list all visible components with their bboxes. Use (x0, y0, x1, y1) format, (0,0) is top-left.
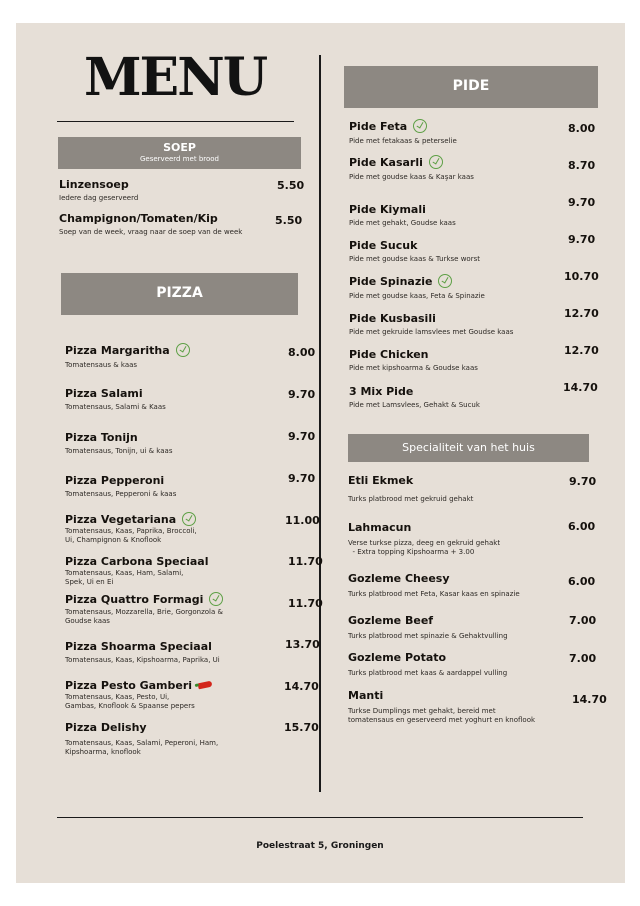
item-name: Pizza Pesto Gamberi (65, 679, 193, 692)
item-price: 9.70 (568, 196, 596, 209)
item-description: Turks platbrood met spinazie & Gehaktvulling (348, 632, 508, 640)
item-description: Pide met goudse kaas & Kaşar kaas (349, 173, 474, 181)
vegetarian-icon (438, 274, 452, 288)
vegetarian-icon (182, 512, 196, 526)
specialiteit-header: Specialiteit van het huis (402, 441, 535, 454)
item-price: 14.70 (284, 680, 319, 693)
item-price: 11.70 (288, 597, 323, 610)
item-description-line2: Gambas, Knoflook & Spaanse pepers (65, 702, 195, 710)
item-price: 9.70 (569, 475, 597, 488)
item-description: Tomatensaus, Tonijn, ui & kaas (65, 447, 173, 455)
item-description: Turks platbrood met Feta, Kasar kaas en spinazie (348, 590, 520, 598)
vegetarian-icon (209, 592, 223, 606)
item-price: 9.70 (288, 430, 316, 443)
item-name: Pide Chicken (349, 348, 429, 361)
menu-item (349, 203, 456, 228)
item-description: Pide met gekruide lamsvlees met Goudse kaas (349, 328, 514, 336)
item-name: 3 Mix Pide (349, 385, 414, 398)
menu-item (65, 640, 220, 665)
pide-header-band (344, 66, 598, 108)
item-description: Tomatensaus, Mozzarella, Brie, Gorgonzola & (65, 608, 223, 616)
item-description-line2: tomatensaus en geserveerd met yoghurt en knoflook (348, 716, 536, 724)
item-description: Pide met Lamsvlees, Gehakt & Sucuk (349, 401, 480, 409)
item-price: 12.70 (564, 307, 599, 320)
item-price: 14.70 (563, 381, 598, 394)
item-name: Pide Spinazie (349, 275, 433, 288)
item-name: Pizza Shoarma Speciaal (65, 640, 212, 653)
item-price: 9.70 (568, 233, 596, 246)
item-price: 8.70 (568, 159, 596, 172)
item-name: Manti (348, 689, 384, 702)
item-description-line2: Ui, Champignon & Knoflook (65, 536, 162, 544)
item-price: 12.70 (564, 344, 599, 357)
menu-item (65, 555, 209, 587)
item-description: Turks platbrood met kaas & aardappel vulling (348, 669, 508, 677)
soep-header-band (58, 137, 301, 169)
menu-title: MENU (84, 47, 267, 108)
footer-rule (57, 817, 583, 818)
item-description: Tomatensaus, Kaas, Ham, Salami, (65, 569, 184, 577)
menu-item (349, 348, 478, 373)
item-description: Tomatensaus, Kaas, Kipshoarma, Paprika, Ui (65, 656, 220, 664)
item-description: Tomatensaus, Kaas, Paprika, Broccoli, (65, 527, 197, 535)
item-name: Pizza Carbona Speciaal (65, 555, 209, 568)
item-name: Pizza Tonijn (65, 431, 138, 444)
item-price: 10.70 (564, 270, 599, 283)
menu-item (65, 513, 197, 545)
item-description: Tomatensaus, Pepperoni & kaas (65, 490, 177, 498)
item-name: Pizza Delishy (65, 721, 147, 734)
pizza-header-band (61, 273, 298, 315)
menu-item (348, 651, 507, 678)
item-price: 8.00 (288, 346, 316, 359)
vegetarian-icon (413, 119, 427, 133)
item-description: Pide met goudse kaas & Turkse worst (349, 255, 480, 263)
pide-header: PIDE (452, 78, 490, 94)
item-price: 9.70 (288, 472, 316, 485)
item-description: Pide met gehakt, Goudse kaas (349, 219, 456, 227)
item-name: Pide Sucuk (349, 239, 418, 252)
item-price: 9.70 (288, 388, 316, 401)
menu-item (65, 593, 223, 626)
menu-item (65, 387, 166, 412)
item-price: 5.50 (275, 214, 303, 227)
menu-item (349, 385, 480, 410)
item-name: Pizza Margaritha (65, 344, 170, 357)
menu-item (349, 312, 513, 337)
item-description: Tomatensaus & kaas (65, 361, 138, 369)
item-description: Turks platbrood met gekruid gehakt (348, 495, 474, 503)
item-name: Linzensoep (59, 178, 129, 191)
menu-item (348, 521, 500, 557)
item-description: Pide met fetakaas & peterselie (349, 137, 457, 145)
item-price: 15.70 (284, 721, 319, 734)
footer-address: Poelestraat 5, Groningen (256, 841, 384, 851)
item-description: Soep van de week, vraag naar de soep van de week (59, 228, 243, 236)
item-name: Pizza Salami (65, 387, 143, 400)
menu-item (348, 614, 508, 641)
menu-item (348, 474, 473, 504)
item-description-line2: - Extra topping Kipshoarma + 3.00 (348, 548, 475, 556)
item-name: Pizza Quattro Formagi (65, 593, 204, 606)
vegetarian-icon (176, 343, 190, 357)
item-description: Tomatensaus, Kaas, Salami, Peperoni, Ham, (65, 739, 219, 747)
chili-pepper-icon (198, 681, 213, 690)
item-price: 7.00 (569, 652, 597, 665)
column-divider (319, 55, 321, 792)
item-description-line2: Goudse kaas (65, 617, 110, 625)
item-description: Turkse Dumplings met gehakt, bereid met (348, 707, 496, 715)
item-name: Pide Kusbasili (349, 312, 436, 325)
menu-item (65, 344, 190, 370)
menu-item (349, 120, 457, 146)
item-name: Gozleme Potato (348, 651, 447, 664)
item-name: Pide Kasarli (349, 156, 423, 169)
menu-item (349, 156, 474, 182)
item-description: Tomatensaus, Kaas, Pesto, Ui, (65, 693, 170, 701)
item-name: Pizza Vegetariana (65, 513, 177, 526)
item-description: Verse turkse pizza, deeg en gekruid gehakt (348, 539, 501, 547)
title-underline (57, 121, 294, 122)
item-price: 8.00 (568, 122, 596, 135)
item-name: Champignon/Tomaten/Kip (59, 212, 218, 225)
item-name: Etli Ekmek (348, 474, 414, 487)
item-price: 11.00 (285, 514, 320, 527)
menu-item (348, 689, 535, 725)
item-price: 13.70 (285, 638, 320, 651)
item-description-line2: Kipshoarma, knoflook (65, 748, 141, 756)
item-name: Gozleme Beef (348, 614, 434, 627)
item-description: Tomatensaus, Salami & Kaas (65, 403, 166, 411)
item-name: Pide Feta (349, 120, 408, 133)
item-price: 14.70 (572, 693, 607, 706)
item-price: 7.00 (569, 614, 597, 627)
item-name: Pizza Pepperoni (65, 474, 165, 487)
menu-item (65, 679, 212, 711)
soep-header: SOEP (163, 141, 196, 154)
menu-item (65, 721, 218, 757)
menu-item (59, 212, 242, 237)
item-description: Iedere dag geserveerd (59, 194, 139, 202)
item-description: Pide met goudse kaas, Feta & Spinazie (349, 292, 485, 300)
menu-item (348, 572, 520, 599)
item-price: 6.00 (568, 520, 596, 533)
item-name: Lahmacun (348, 521, 412, 534)
soep-subheader: Geserveerd met brood (139, 155, 219, 163)
item-price: 11.70 (288, 555, 323, 568)
menu-item (65, 474, 176, 499)
item-price: 5.50 (277, 179, 305, 192)
item-name: Gozleme Cheesy (348, 572, 450, 585)
item-description: Pide met kipshoarma & Goudse kaas (349, 364, 478, 372)
item-price: 6.00 (568, 575, 596, 588)
menu-item (65, 431, 172, 456)
menu-item (349, 239, 480, 264)
pizza-header: PIZZA (156, 285, 203, 301)
vegetarian-icon (429, 155, 443, 169)
menu-item (59, 178, 138, 203)
menu-item (349, 275, 485, 301)
specialiteit-header-band (348, 434, 589, 462)
item-name: Pide Kiymali (349, 203, 426, 216)
item-description-line2: Spek, Ui en Ei (65, 578, 114, 586)
